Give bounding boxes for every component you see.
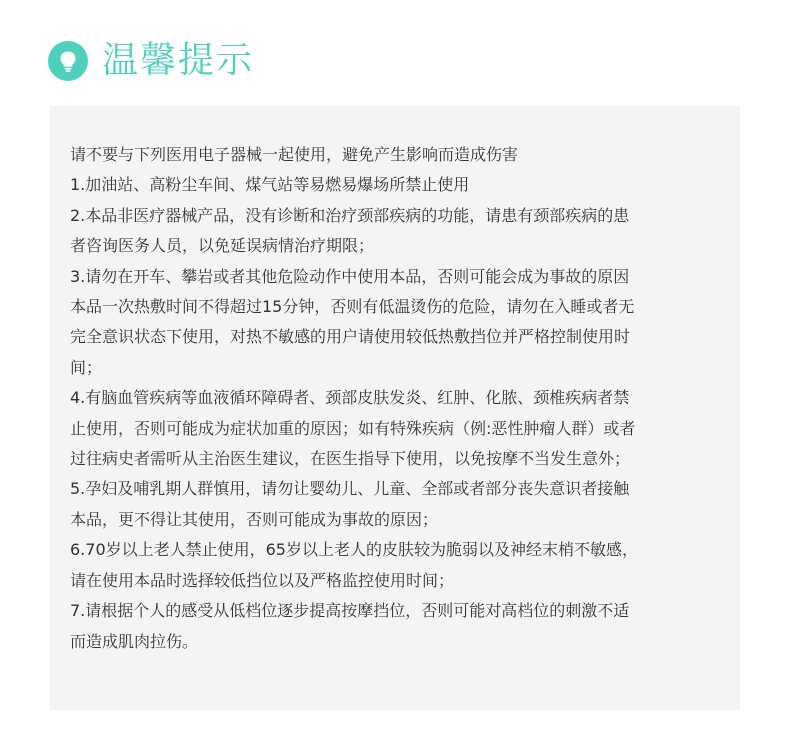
notice-line: 6.70岁以上老人禁止使用，65岁以上老人的皮肤较为脆弱以及神经末梢不敏感， (70, 540, 638, 560)
notice-line: 完全意识状态下使用，对热不敏感的用户请使用较低热敷挡位并严格控制使用时 (70, 327, 631, 347)
notice-line: 1.加油站、高粉尘车间、煤气站等易燃易爆场所禁止使用 (70, 175, 470, 195)
notice-line: 4.有脑血管疾病等血液循环障碍者、颈部皮肤发炎、红肿、化脓、颈椎疾病者禁 (70, 388, 630, 408)
notice-panel (50, 106, 740, 710)
notice-line: 过往病史者需听从主治医生建议，在医生指导下使用，以免按摩不当发生意外； (70, 449, 631, 469)
notice-line: 7.请根据个人的感受从低档位逐步提高按摩挡位，否则可能对高档位的刺激不适 (70, 601, 630, 621)
notice-line: 2.本品非医疗器械产品，没有诊断和治疗颈部疾病的功能，请患有颈部疾病的患 (70, 205, 630, 225)
notice-line: 请不要与下列医用电子器械一起使用，避免产生影响而造成伤害 (70, 145, 519, 164)
notice-line: 者咨询医务人员，以免延误病情治疗期限； (70, 236, 375, 256)
notice-line: 请在使用本品时选择较低挡位以及严格监控使用时间； (70, 570, 455, 590)
page-title: 温馨提示 (102, 40, 255, 81)
notice-line: 止使用，否则可能成为症状加重的原因；如有特殊疾病（例:恶性肿瘤人群）或者 (70, 418, 636, 438)
lightbulb-icon (48, 41, 88, 81)
notice-line: 3.请勿在开车、攀岩或者其他危险动作中使用本品，否则可能会成为事故的原因 (70, 266, 630, 286)
notice-line: 而造成肌肉拉伤。 (70, 631, 199, 651)
notice-line: 本品一次热敷时间不得超过15分钟，否则有低温烫伤的危险，请勿在入睡或者无 (70, 297, 635, 317)
tips-header (48, 36, 254, 86)
notice-text (70, 140, 720, 657)
notice-line: 5.孕妇及哺乳期人群慎用，请勿让婴幼儿、儿童、全部或者部分丧失意识者接触 (70, 479, 630, 499)
notice-line: 本品，更不得让其使用，否则可能成为事故的原因； (70, 509, 439, 529)
notice-line: 间； (70, 357, 103, 377)
